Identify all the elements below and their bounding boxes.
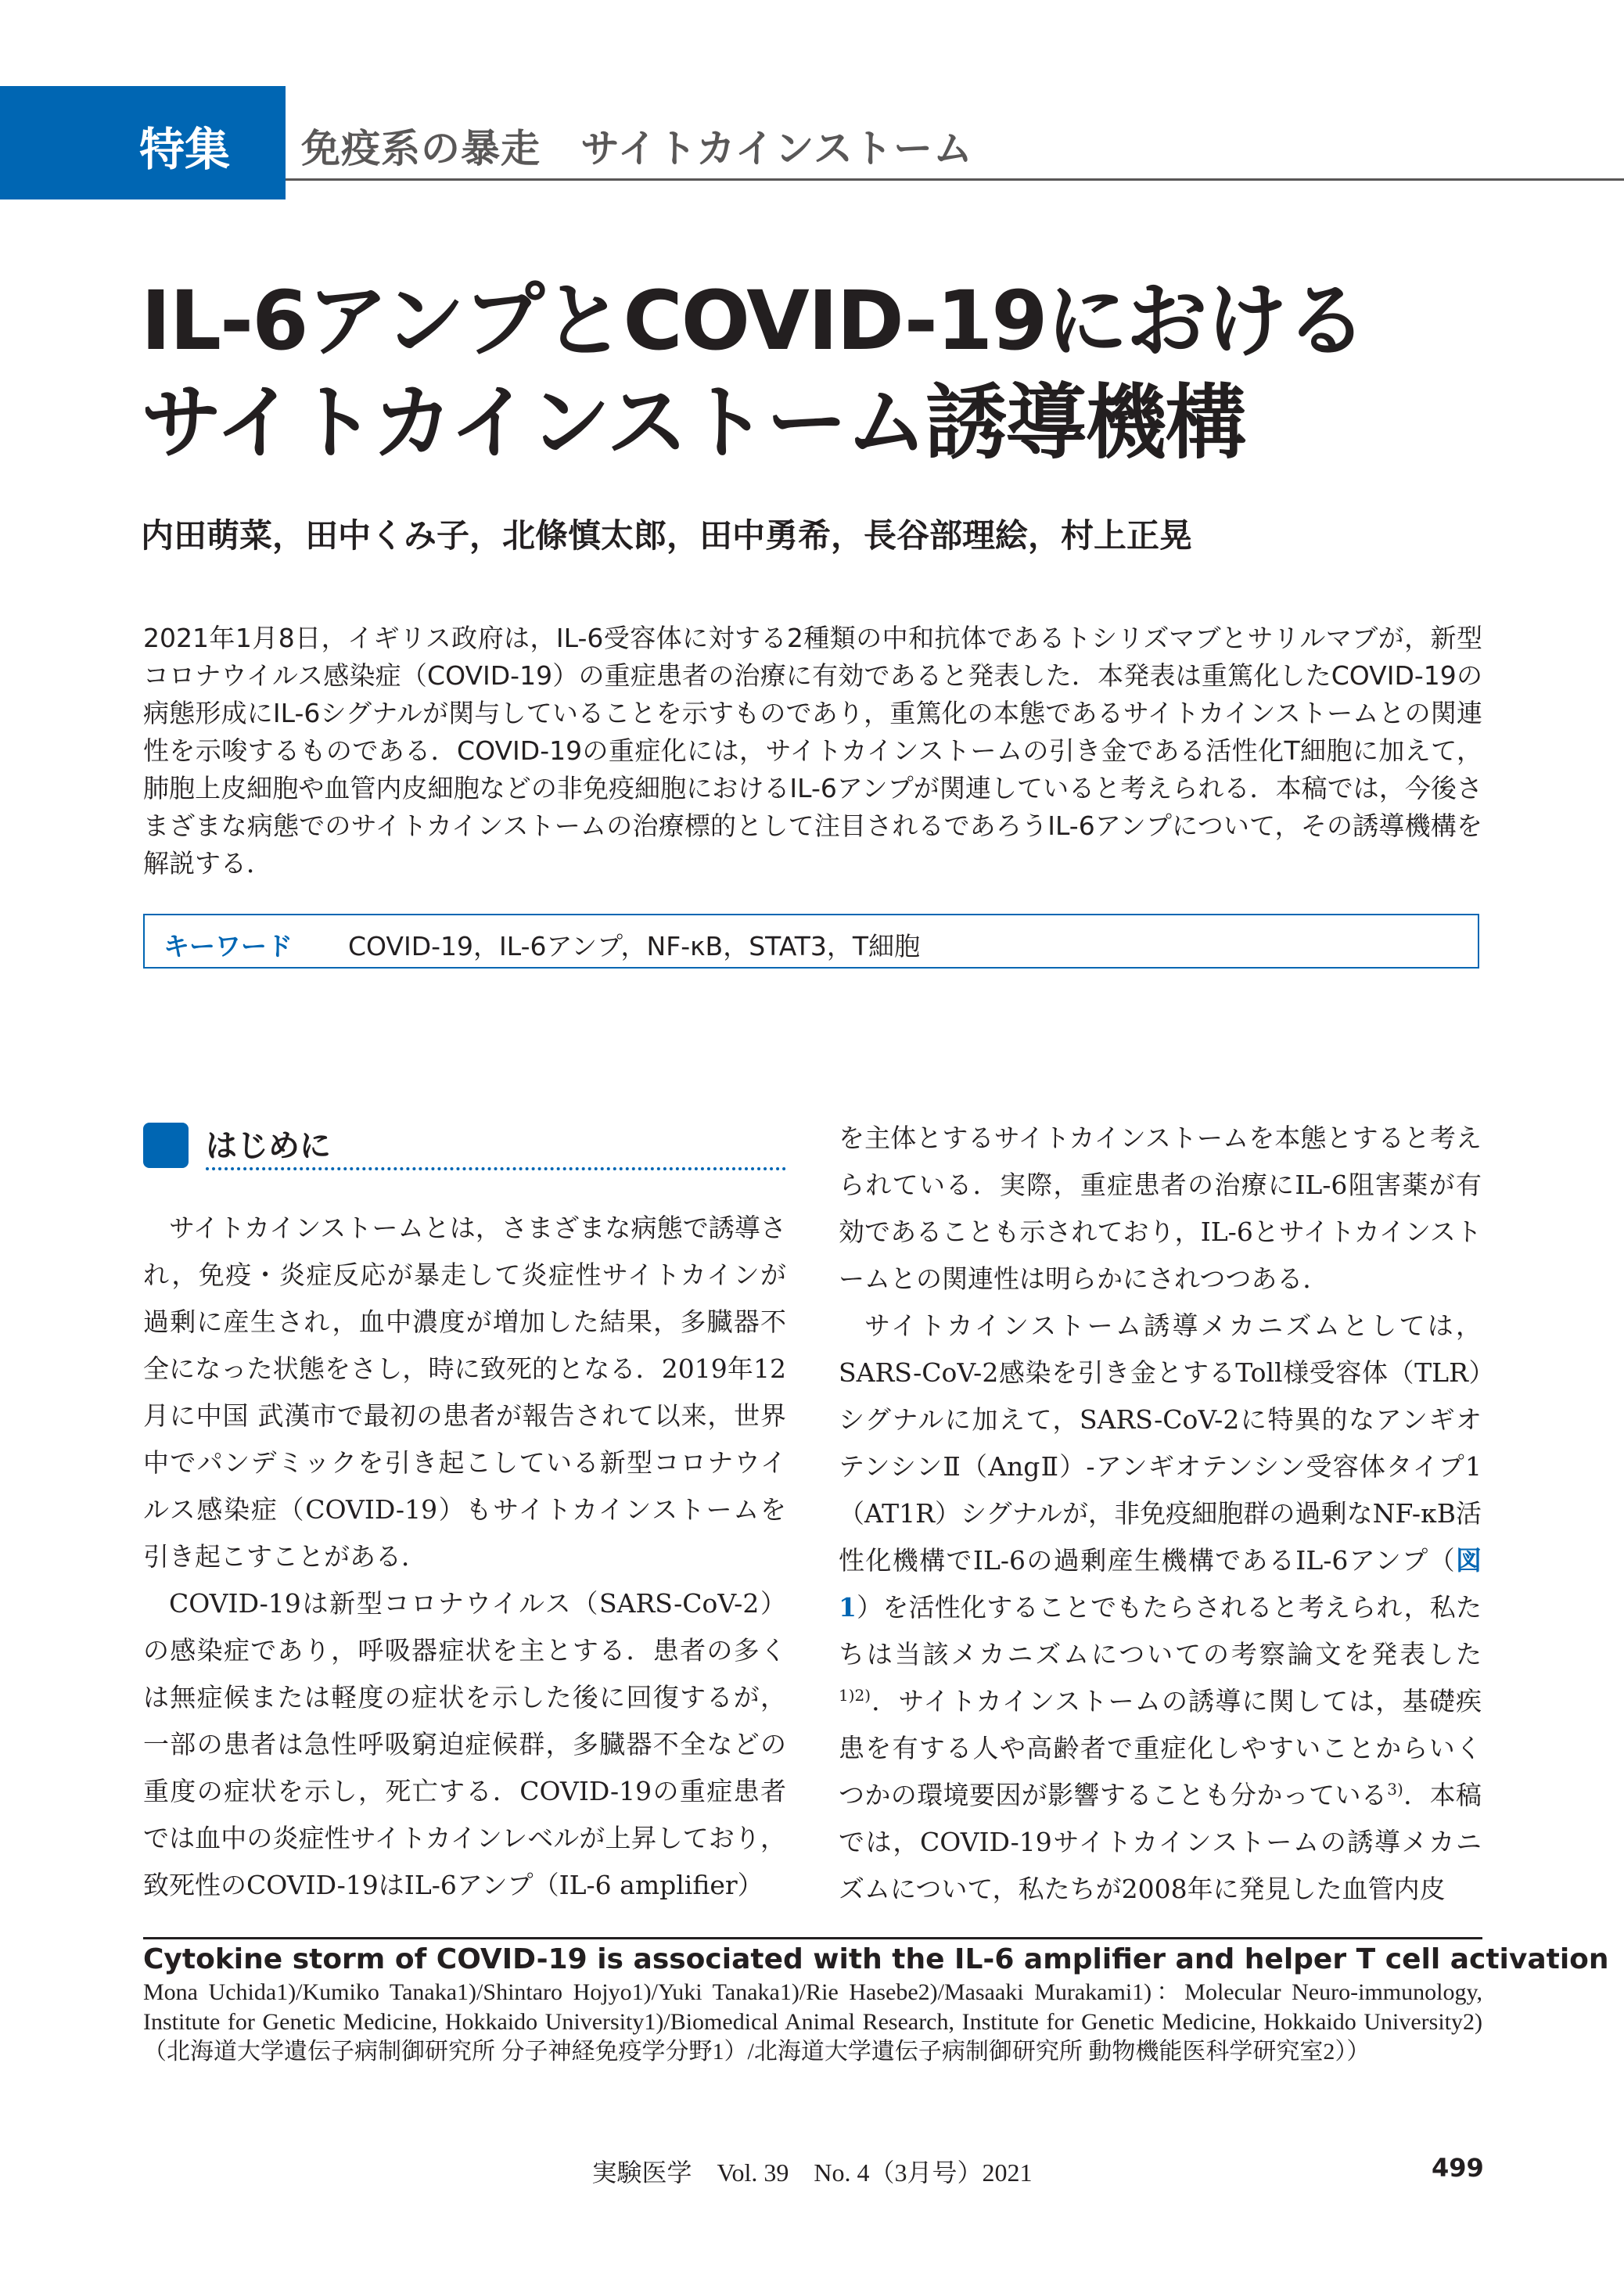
keywords-value: COVID-19，IL-6アンプ，NF-κB，STAT3，T細胞 — [348, 931, 921, 961]
keywords-box — [143, 914, 1479, 969]
text-segment: ．サイトカインストームの誘導に関しては，基礎疾患を有する人や高齢者で重症化しやすいことからいくつかの環境要因が影響することも分かっている — [839, 1686, 1482, 1810]
english-section-rule — [143, 1937, 1482, 1939]
paragraph: サイトカインストームとは，さまざまな病態で誘導され，免疫・炎症反応が暴走して炎症性サイトカインが過剰に産生され，血中濃度が増加した結果，多臓器不全になった状態をさし，時に致死的となる．2019年12月に中国 武漢市で最初の患者が報告されて以来，世界中でパンデミックを引き起こしている新型コロナウイルス感染症（COVID-19）もサイトカインストームを引き起こすことがある． — [143, 1213, 786, 1572]
section-heading-text: はじめに — [206, 1128, 331, 1164]
text-segment: サイトカインストーム誘導メカニズムとしては，SARS-CoV-2感染を引き金とするToll様受容体（TLR）シグナルに加えて，SARS-CoV-2に特異的なアンギオテンシンⅡ（AngⅡ）-アンギオテンシン受容体タイプ1（AT1R）シグナルが，非免疫細胞群の過剰なNF-κB活性化機構でIL-6の過剰産生機構であるIL-6アンプ（ — [839, 1310, 1482, 1576]
text-segment: ．本稿では，COVID-19サイトカインストームの誘導メカニズムについて，私たちが2008年に発見した血管内皮 — [839, 1780, 1482, 1904]
section-dotted-rule — [206, 1167, 786, 1170]
keywords-label: キーワード — [163, 931, 293, 961]
authors: 内田萌菜，田中くみ子，北條慎太郎，田中勇希，長谷部理絵，村上正晃 — [141, 516, 1193, 555]
paragraph — [839, 1303, 1482, 1913]
english-title: Cytokine storm of COVID-19 is associated with the IL-6 amplifier and helper T cell activation — [143, 1943, 1609, 1975]
paragraph: を主体とするサイトカインストームを本態とすると考えられている．実際，重症患者の治療にIL-6阻害薬が有効であることも示されており，IL-6とサイトカインストームとの関連性は明らかにされつつある． — [839, 1123, 1482, 1294]
title-line-2: サイトカインストーム誘導機構 — [141, 375, 1245, 470]
feature-tag — [0, 86, 286, 199]
paragraph: COVID-19は新型コロナウイルス（SARS-CoV-2）の感染症であり，呼吸器症状を主とする．患者の多くは無症候または軽度の症状を示した後に回復するが，一部の患者は急性呼吸窮迫症候群，多臓器不全などの重度の症状を示し，死亡する．COVID-19の重症患者では血中の炎症性サイトカインレベルが上昇しており，致死性のCOVID-19はIL-6アンプ（IL-6 amplifier） — [143, 1588, 787, 1900]
feature-tag-label: 特集 — [139, 123, 231, 176]
journal-footer: 実験医学 Vol. 39 No. 4（3月号）2021 — [591, 2158, 1033, 2187]
body-column-left — [143, 1205, 786, 1909]
figure-link[interactable]: 図1 — [839, 1545, 1482, 1623]
body-column-right — [839, 1115, 1482, 1913]
english-affiliation: Mona Uchida1)/Kumiko Tanaka1)/Shintaro Hojyo1)/Yuki Tanaka1)/Rie Hasebe2)/Masaaki Murakami1)：Molecular Neuro-immunology, Institute for Genetic Medicine, Hokkaido University1)/Biomedical Animal Research, Institute for Genetic Medicine, Hokkaido University2)（北海道大学遺伝子病制御研究所 分子神経免疫学分野1）/北海道大学遺伝子病制御研究所 動物機能医科学研究室2）） — [143, 1979, 1482, 2065]
header-rule — [286, 178, 1624, 181]
abstract: 2021年1月8日，イギリス政府は，IL-6受容体に対する2種類の中和抗体であるトシリズマブとサリルマブが，新型コロナウイルス感染症（COVID-19）の重症患者の治療に有効であると発表した．本発表は重篤化したCOVID-19の病態形成にIL-6シグナルが関与していることを示すものであり，重篤化の本態であるサイトカインストームとの関連性を示唆するものである．COVID-19の重症化には，サイトカインストームの引き金である活性化T細胞に加えて，肺胞上皮細胞や血管内皮細胞などの非免疫細胞におけるIL-6アンプが関連していると考えられる．本稿では，今後さまざまな病態でのサイトカインストームの治療標的として注目されるであろうIL-6アンプについて，その誘導機構を解説する． — [143, 623, 1482, 879]
text-segment: ）を活性化することでもたらされると考えられ，私たちは当該メカニズムについての考察論文を発表した — [839, 1592, 1482, 1669]
reference-link[interactable]: 3) — [1387, 1780, 1403, 1799]
article-title — [141, 270, 1510, 473]
title-line-1: IL-6アンプとCOVID-19における — [141, 273, 1366, 368]
reference-link[interactable]: 1)2) — [839, 1686, 871, 1705]
section-marker-icon — [143, 1123, 189, 1168]
series-title: 免疫系の暴走 サイトカインストーム — [301, 126, 973, 171]
page-number: 499 — [1432, 2153, 1484, 2183]
